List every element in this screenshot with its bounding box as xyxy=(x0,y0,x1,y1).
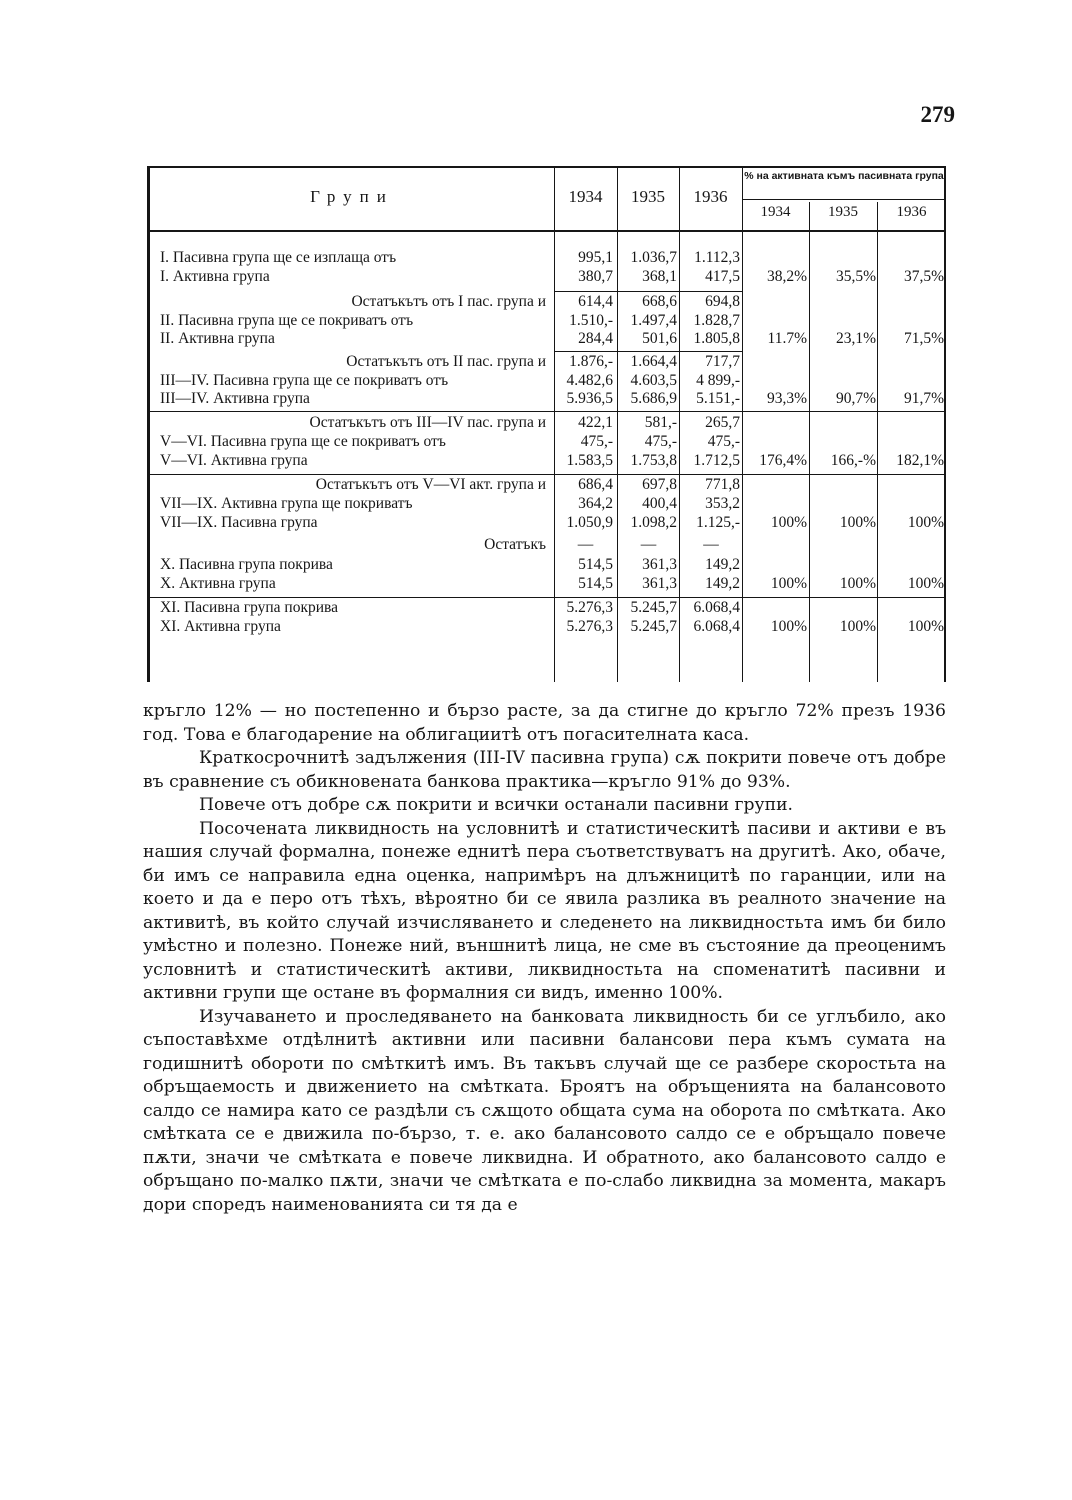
header-year-1935: 1935 xyxy=(631,187,665,206)
value-1935: — xyxy=(640,536,657,553)
row-label: II. Пасивна група ще се покриватъ отъ xyxy=(160,312,414,329)
row-label: Остатъкътъ отъ II пас. група и xyxy=(346,353,546,370)
value-1935: 368,1 xyxy=(642,268,677,285)
value-1936: 771,8 xyxy=(705,476,740,493)
percent-1936: 71,5% xyxy=(903,330,944,347)
value-1934: 514,5 xyxy=(578,575,613,592)
value-1936: 1.828,7 xyxy=(693,312,740,329)
value-1935: 400,4 xyxy=(642,495,677,512)
value-1934: 614,4 xyxy=(578,293,613,310)
header-groups: Групи xyxy=(310,187,394,206)
value-1934: 686,4 xyxy=(578,476,613,493)
table-row xyxy=(150,475,946,495)
table-row xyxy=(150,574,946,594)
table-row xyxy=(150,494,946,514)
row-label: V—VI. Пасивна група ще се покриватъ отъ xyxy=(160,433,446,450)
percent-1935: 100% xyxy=(839,575,876,592)
liquidity-table xyxy=(150,166,946,682)
table-row xyxy=(150,513,946,533)
value-1935: 501,6 xyxy=(642,330,677,347)
percent-1935: 23,1% xyxy=(835,330,876,347)
percent-1935: 100% xyxy=(839,514,876,531)
value-1936: 265,7 xyxy=(705,414,740,431)
row-label: XI. Активна група xyxy=(160,618,281,635)
header-year-1934: 1934 xyxy=(568,187,603,206)
value-1936: 1.805,8 xyxy=(693,330,740,347)
value-1934: 514,5 xyxy=(578,556,613,573)
value-1934: 5.276,3 xyxy=(566,599,613,616)
value-1935: 361,3 xyxy=(642,556,677,573)
value-1936: 717,7 xyxy=(705,353,740,370)
value-1935: 4.603,5 xyxy=(630,372,677,389)
header-percent-title: % на активната къмъ пасивната група xyxy=(744,170,944,182)
value-1935: 1.753,8 xyxy=(630,452,677,469)
value-1936: 1.112,3 xyxy=(694,249,740,266)
row-label: VII—IX. Пасивна група xyxy=(160,514,318,531)
table-row xyxy=(150,451,946,471)
header-sub-rule xyxy=(742,199,946,200)
header-year-1936: 1936 xyxy=(693,187,728,206)
value-1934: 364,2 xyxy=(578,495,613,512)
table-row xyxy=(150,432,946,452)
percent-1936: 100% xyxy=(907,514,944,531)
row-label: X. Пасивна група покрива xyxy=(160,556,333,573)
value-1934: 284,4 xyxy=(578,330,613,347)
percent-1934: 11.7% xyxy=(767,330,807,347)
percent-1935: 35,5% xyxy=(835,268,876,285)
percent-1934: 100% xyxy=(770,618,807,635)
value-1936: — xyxy=(703,536,719,553)
value-1936: 5.151,- xyxy=(696,390,740,407)
value-1936: 353,2 xyxy=(705,495,740,512)
value-1935: 1.036,7 xyxy=(630,249,677,266)
percent-1936: 91,7% xyxy=(903,390,944,407)
row-label: II. Активна група xyxy=(160,330,275,347)
percent-1935: 90,7% xyxy=(835,390,876,407)
row-label: Остатъкътъ отъ I пас. група и xyxy=(351,293,546,310)
table-row xyxy=(150,389,946,409)
value-1936: 149,2 xyxy=(705,575,740,592)
table-row xyxy=(150,598,946,618)
value-1934: 995,1 xyxy=(578,249,613,266)
paragraph: Изучаването и проследяването на банковата ликвидность би се углъбило, ако съпоставѣхме отдѣлнитѣ активни или пасивни балансови пера къмъ сумата на годишнитѣ обороти по смѣткитѣ имъ. Въ такъвъ случай ще се разбере скоростьта на обръщаемость и движението на смѣтката. Броятъ на обръщенията на балансовото салдо се намира като се раздѣли съ сѫщото общата сума на оборота по смѣтката. Ако смѣтката се е движила по-бързо, т. е. ако балансовото салдо се е обръщало повече пѫти, значи че смѣтката е повече ликвидна. И обратното, ако балансовото салдо е обръщано по-малко пѫти, значи че смѣтката е по-слабо ликвидна за момента, макаръ дори споредъ наименованията си тя да е xyxy=(143,1006,946,1215)
header-pct-1936: 1936 xyxy=(896,204,927,220)
value-1935: 581,- xyxy=(644,414,677,431)
value-1935: 5.245,7 xyxy=(630,618,677,635)
body-text xyxy=(143,700,946,1217)
percent-1936: 182,1% xyxy=(896,452,944,469)
header-pct-1934: 1934 xyxy=(760,204,791,220)
table-row xyxy=(150,329,946,349)
row-label: III—IV. Активна група xyxy=(160,390,310,407)
table-row xyxy=(150,267,946,287)
value-1936: 1.712,5 xyxy=(693,452,740,469)
row-label: III—IV. Пасивна група ще се покриватъ отъ xyxy=(160,372,449,389)
table-row xyxy=(150,311,946,331)
table-top-border xyxy=(150,166,946,168)
value-1934: 380,7 xyxy=(578,268,613,285)
row-label: Остатъкътъ отъ III—IV пас. група и xyxy=(309,414,546,431)
table-row xyxy=(150,292,946,312)
percent-1936: 100% xyxy=(907,575,944,592)
table-row xyxy=(150,535,946,555)
percent-1934: 100% xyxy=(770,514,807,531)
row-label: I. Пасивна група ще се изплаща отъ xyxy=(160,249,397,266)
percent-1935: 100% xyxy=(839,618,876,635)
table-row xyxy=(150,617,946,637)
group-separator xyxy=(150,411,946,412)
percent-1934: 176,4% xyxy=(759,452,807,469)
value-1934: 4.482,6 xyxy=(566,372,613,389)
value-1934: 5.276,3 xyxy=(566,618,613,635)
value-1934: — xyxy=(577,536,594,553)
paragraph: Краткосрочнитѣ задължения (III-IV пасивна група) сѫ покрити повече отъ добре въ сравнение съ обикновената банкова практика—кръгло 91% до 93%. xyxy=(143,748,946,792)
table-row xyxy=(150,413,946,433)
value-1936: 1.125,- xyxy=(696,514,740,531)
row-label: V—VI. Активна група xyxy=(160,452,308,469)
paragraph: Повече отъ добре сѫ покрити и всички останали пасивни групи. xyxy=(199,795,793,815)
value-1934: 1.510,- xyxy=(569,312,613,329)
paragraph: кръгло 12% — но постепенно и бързо расте, за да стигне до кръгло 72% презъ 1936 год. Това е благодарение на облигациитѣ отъ погасителната каса. xyxy=(143,701,946,745)
percent-1935: 166,-% xyxy=(830,452,876,469)
value-1935: 5.686,9 xyxy=(630,390,677,407)
value-1936: 694,8 xyxy=(705,293,740,310)
value-1935: 5.245,7 xyxy=(630,599,677,616)
percent-1936: 100% xyxy=(907,618,944,635)
value-1936: 149,2 xyxy=(705,556,740,573)
value-1935: 1.098,2 xyxy=(630,514,677,531)
value-1934: 1.583,5 xyxy=(566,452,613,469)
percent-1934: 93,3% xyxy=(766,390,807,407)
value-1935: 668,6 xyxy=(642,293,677,310)
percent-1936: 37,5% xyxy=(903,268,944,285)
value-1936: 475,- xyxy=(707,433,740,450)
value-1936: 6.068,4 xyxy=(693,599,740,616)
value-1934: 5.936,5 xyxy=(566,390,613,407)
value-1934: 1.050,9 xyxy=(566,514,613,531)
paragraph: Посочената ликвидность на условнитѣ и статистическитѣ пасиви и активи е въ нашия случай формална, понеже еднитѣ пера съответствуватъ на другитѣ. Ако, обаче, би имъ се направила една оценка, напримѣръ на длъжницитѣ по гаранции, или на което и да е перо отъ тѣхъ, вѣроятно би се явила разлика въ реалното значение на активитѣ, въ който случай изчисляването и следенето на ликвидностьта имъ би било умѣстно и полезно. Понеже ний, външнитѣ лица, не сме въ състояние да преоценимъ условнитѣ и статистическитѣ активи, ликвидностьта на споменатитѣ пасивни и активни групи ще остане въ формалния си видъ, именно 100%. xyxy=(143,818,946,1003)
header-pct-1935: 1935 xyxy=(828,204,858,220)
table-row xyxy=(150,371,946,391)
row-label: Остатъкътъ отъ V—VI акт. група и xyxy=(315,476,546,493)
percent-1934: 100% xyxy=(770,575,807,592)
value-1936: 6.068,4 xyxy=(693,618,740,635)
percent-1934: 38,2% xyxy=(766,268,807,285)
value-1934: 422,1 xyxy=(578,414,613,431)
table-row xyxy=(150,555,946,575)
value-1935: 697,8 xyxy=(642,476,677,493)
row-label: XI. Пасивна група покрива xyxy=(160,599,339,616)
table-row xyxy=(150,352,946,372)
value-1935: 1.664,4 xyxy=(630,353,677,370)
row-label: X. Активна група xyxy=(160,575,276,592)
value-1935: 475,- xyxy=(644,433,677,450)
header-bottom-rule xyxy=(150,230,946,232)
value-1936: 4 899,- xyxy=(696,372,740,389)
row-label: VII—IX. Активна група ще покриватъ xyxy=(160,495,413,512)
row-label: Остатъкъ xyxy=(484,536,546,553)
value-1934: 475,- xyxy=(580,433,613,450)
row-label: I. Активна група xyxy=(160,268,270,285)
page-number: 279 xyxy=(920,102,955,127)
value-1935: 1.497,4 xyxy=(630,312,677,329)
value-1936: 417,5 xyxy=(705,268,740,285)
value-1934: 1.876,- xyxy=(569,353,613,370)
value-1935: 361,3 xyxy=(642,575,677,592)
table-row xyxy=(150,248,946,268)
